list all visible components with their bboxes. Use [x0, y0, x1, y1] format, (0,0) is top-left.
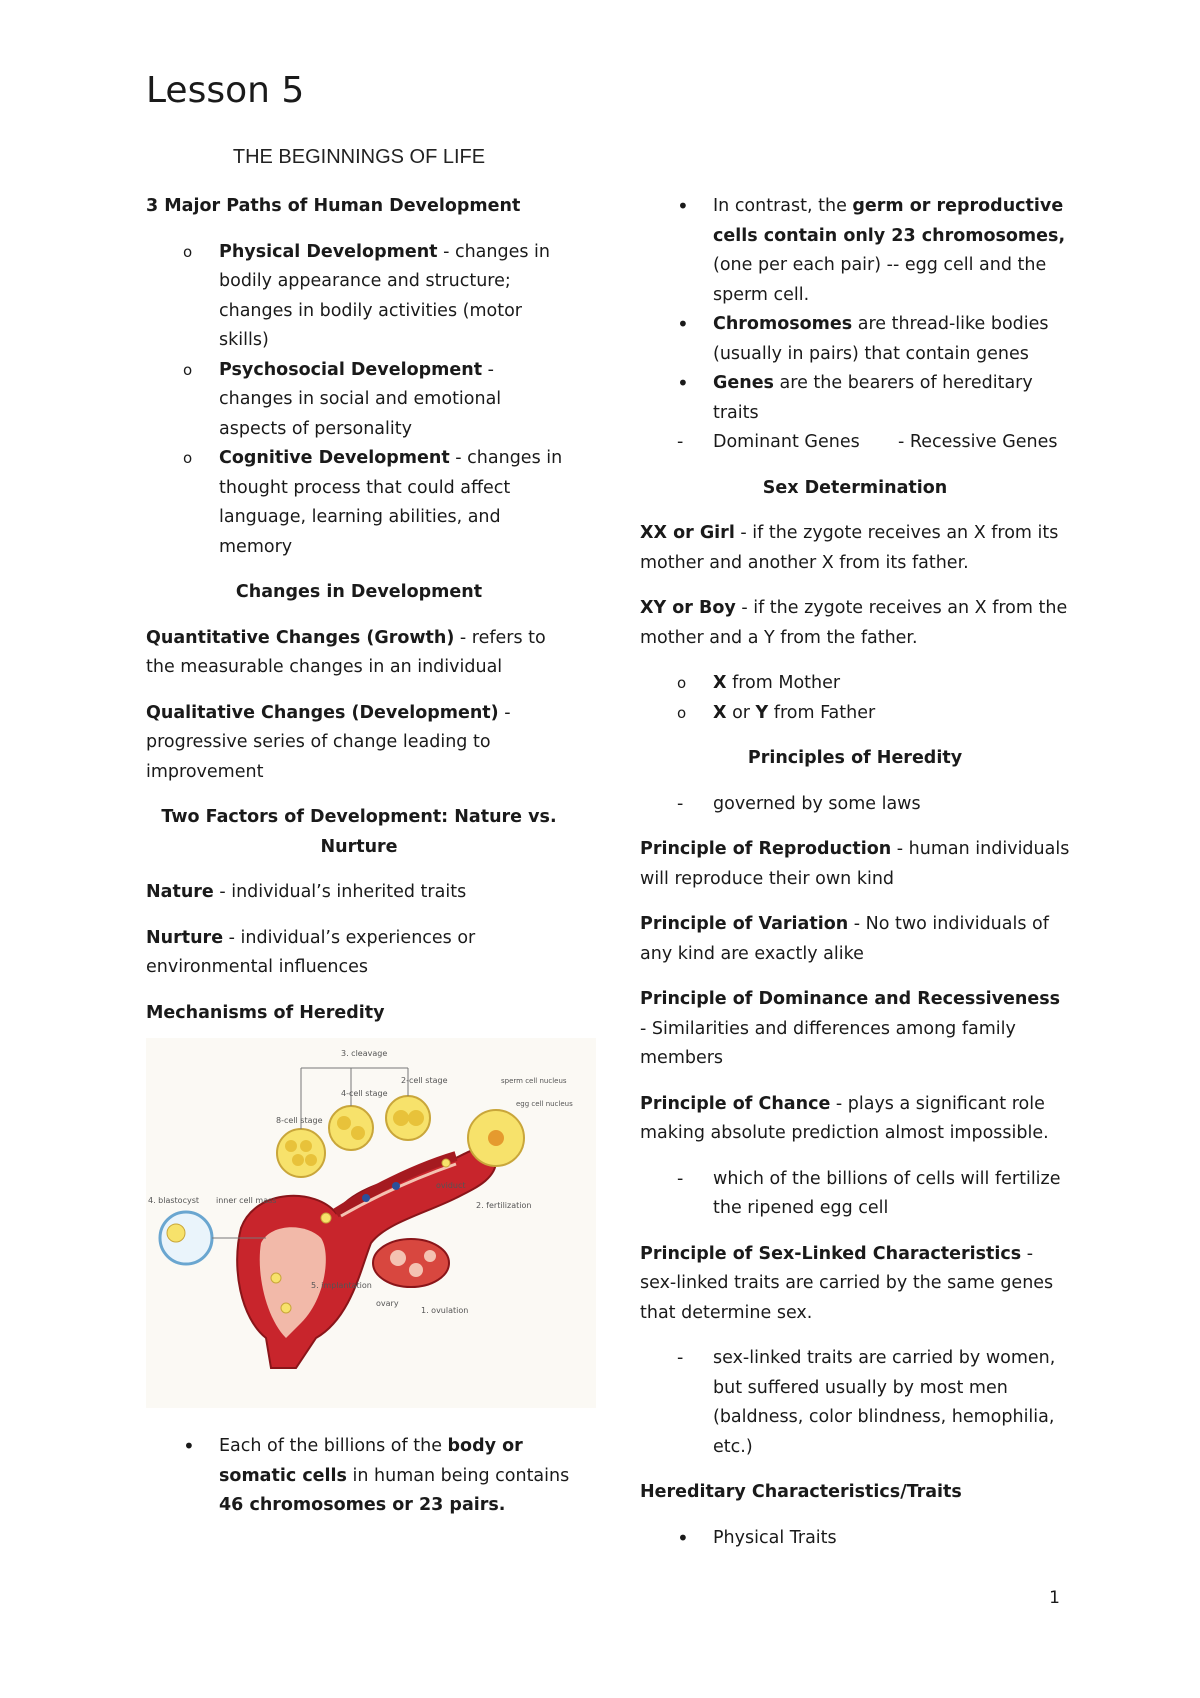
list-item: • Chromosomes are thread-like bodies (usually in pairs) that contain genes — [677, 312, 1049, 364]
list-item: o Physical Development - changes in bodily appearance and structure; changes in bodily activities (motor skills) — [146, 238, 572, 356]
list-item: - sex-linked traits are carried by women, but suffered usually by most men (baldness, color blindness, hemophilia, etc.) — [640, 1344, 1070, 1462]
page-subtitle: THE BEGINNINGS OF LIFE — [232, 146, 486, 168]
principle-chance: Principle of Chance - plays a significant role making absolute prediction almost impossible. — [640, 1093, 1049, 1143]
dash-icon: - — [677, 793, 684, 814]
hollow-bullet-icon: o — [183, 242, 193, 261]
label-inner-mass: inner cell mass — [216, 1196, 277, 1205]
xy-definition: XY or Boy - if the zygote receives an X from the mother and a Y from the father. — [640, 598, 1068, 648]
list-item — [640, 428, 1070, 458]
label-two-cell: 2-cell stage — [401, 1076, 448, 1085]
paths-heading: 3 Major Paths of Human Development — [146, 196, 521, 216]
solid-bullet-icon: • — [183, 1434, 195, 1458]
nature-definition: Nature - individual’s inherited traits — [146, 882, 467, 902]
list-item: - which of the billions of cells will fertilize the ripened egg cell — [640, 1165, 1070, 1224]
factors-heading: Two Factors of Development: Nature vs. Nurture — [161, 807, 557, 857]
hollow-bullet-icon: o — [677, 674, 687, 692]
solid-bullet-icon: • — [677, 312, 689, 336]
label-oviduct: oviduct — [436, 1181, 466, 1190]
sex-linked-sub-list — [640, 1344, 1070, 1462]
principle-variation: Principle of Variation - No two individuals of any kind are exactly alike — [640, 914, 1049, 964]
label-four-cell: 4-cell stage — [341, 1089, 388, 1098]
governed-list — [640, 790, 1070, 820]
dash-icon: - — [677, 1168, 684, 1189]
recessive-genes: - Recessive Genes — [898, 432, 1058, 452]
somatic-cells-list — [146, 1432, 572, 1521]
right-column — [640, 192, 1070, 1569]
changes-heading: Changes in Development — [235, 582, 483, 602]
principle-sex-linked: Principle of Sex-Linked Characteristics - sex-linked traits are carried by the same genes that determine sex. — [640, 1243, 1054, 1323]
label-ovulation: 1. ovulation — [421, 1306, 469, 1315]
left-column — [146, 192, 572, 1537]
qualitative-changes: Qualitative Changes (Development) - progressive series of change leading to improvement — [146, 702, 511, 782]
label-eight-cell: 8-cell stage — [276, 1116, 323, 1125]
list-item: • In contrast, the germ or reproductive cells contain only 23 chromosomes, (one per each pair) -- egg cell and the sperm cell. — [677, 194, 1066, 305]
solid-bullet-icon: • — [677, 1525, 689, 1550]
solid-bullet-icon: • — [677, 194, 689, 218]
quantitative-changes: Quantitative Changes (Growth) - refers to the measurable changes in an individual — [146, 627, 546, 677]
paths-list — [146, 238, 572, 563]
dash-icon: - — [677, 1348, 684, 1368]
hollow-bullet-icon: o — [183, 449, 193, 467]
label-egg-nucleus: egg cell nucleus — [516, 1100, 573, 1108]
page-title: Lesson 5 — [146, 70, 305, 111]
list-item: - governed by some laws — [640, 790, 1070, 820]
mechanisms-heading: Mechanisms of Heredity — [146, 1002, 385, 1023]
page-number: 1 — [1049, 1588, 1060, 1608]
heredity-diagram — [146, 1038, 596, 1408]
list-item: o X or Y from Father — [640, 699, 1070, 729]
dash-icon: - — [677, 432, 684, 452]
traits-list — [640, 1524, 1070, 1554]
nurture-definition: Nurture - individual’s experiences or environmental influences — [146, 927, 476, 977]
principle-dominance: Principle of Dominance and Recessiveness - Similarities and differences among family members — [640, 989, 1061, 1068]
parent-list — [640, 669, 1070, 728]
label-cleavage: 3. cleavage — [341, 1049, 388, 1058]
solid-bullet-icon: • — [677, 371, 689, 395]
list-item: o Cognitive Development - changes in thought process that could affect language, learning abilities, and memory — [146, 444, 572, 562]
list-item: • Physical Traits — [640, 1524, 1070, 1554]
hollow-bullet-icon: o — [183, 360, 193, 379]
principles-heading: Principles of Heredity — [747, 748, 963, 768]
reproductive-system-illustration — [146, 1038, 596, 1408]
label-blastocyst: 4. blastocyst — [148, 1196, 200, 1205]
list-item: • Each of the billions of the body or somatic cells in human being contains 46 chromosomes or 23 pairs. — [183, 1434, 570, 1515]
label-sperm-nucleus: sperm cell nucleus — [501, 1077, 567, 1085]
list-item: • Genes are the bearers of hereditary traits — [677, 371, 1033, 423]
xx-definition: XX or Girl - if the zygote receives an X from its mother and another X from its father. — [640, 523, 1059, 573]
chance-sub-list — [640, 1165, 1070, 1224]
label-ovary: ovary — [376, 1299, 399, 1308]
principle-reproduction: Principle of Reproduction - human individuals will reproduce their own kind — [640, 839, 1070, 889]
label-implantation: 5. implantation — [311, 1281, 372, 1290]
chromosome-list — [640, 192, 1070, 458]
traits-heading: Hereditary Characteristics/Traits — [640, 1482, 962, 1502]
hollow-bullet-icon: o — [677, 703, 687, 722]
list-item: o X from Mother — [640, 669, 1070, 699]
label-fertilization: 2. fertilization — [476, 1201, 532, 1210]
list-item: o Psychosocial Development - changes in social and emotional aspects of personality — [146, 356, 572, 445]
sex-determination-heading: Sex Determination — [762, 477, 948, 498]
dominant-genes: Dominant Genes — [713, 432, 860, 452]
